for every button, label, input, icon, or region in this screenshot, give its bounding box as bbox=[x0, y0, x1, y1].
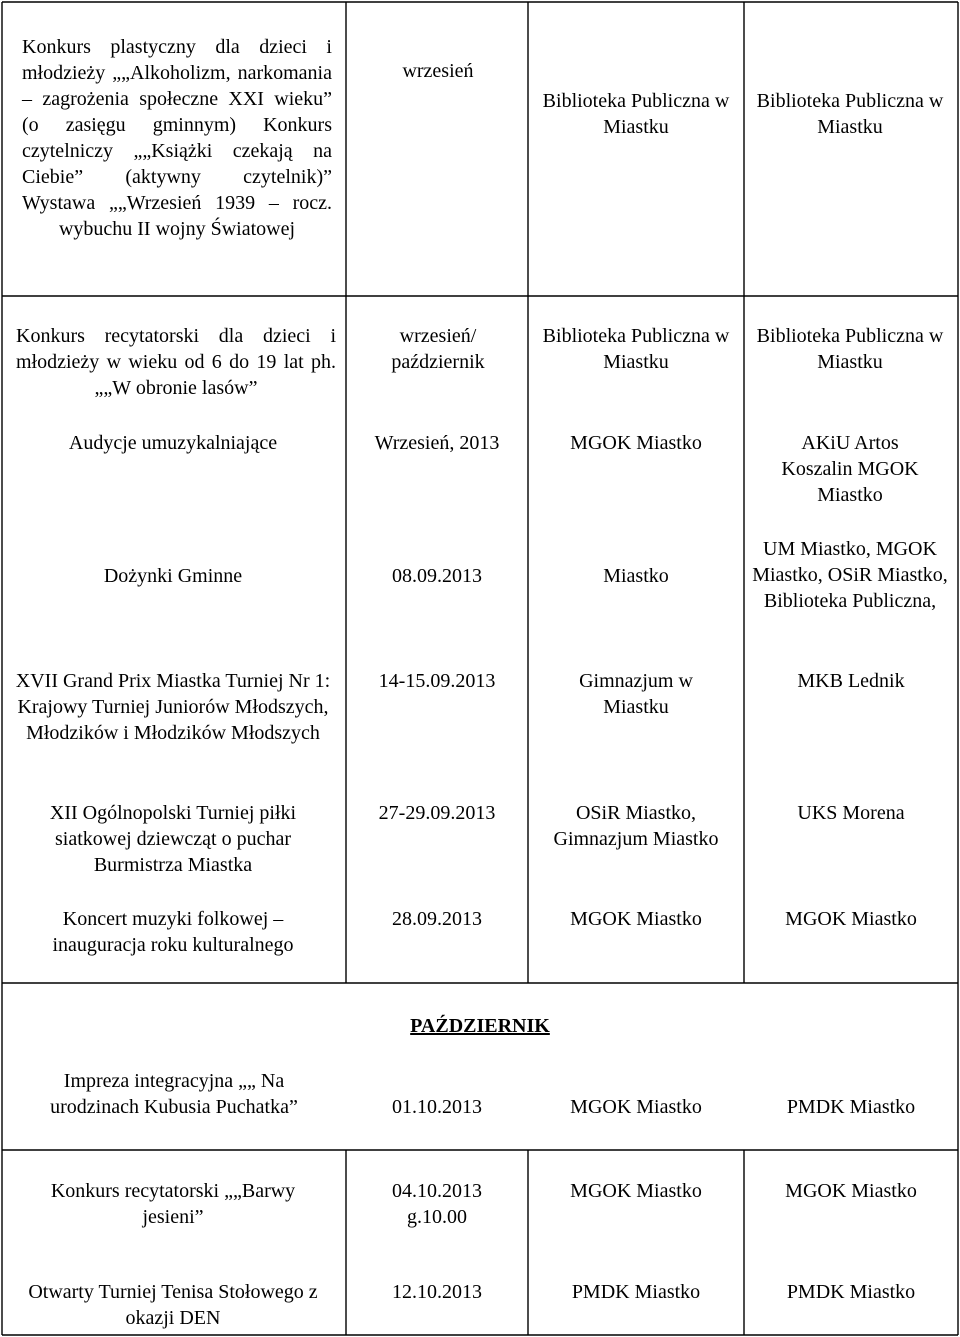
place-cell: MGOK Miastko bbox=[570, 1180, 702, 1202]
organizer-cell: MKB Lednik bbox=[797, 670, 905, 692]
place-cell: Gimnazjum w Miastku bbox=[579, 670, 693, 718]
event-cell: Konkurs recytatorski „„Barwy jesieni” bbox=[50, 1180, 296, 1228]
event-cell: Konkurs plastyczny dla dzieci i młodzieży „„Alkoholizm, narkomania – zagrożenia społeczne XXI wieku” (o zasięgu gminnym) Konkurs czytelniczy „„Książki czekają na Ciebie” (aktywny czytelnik)” Wystawa „„Wrzesień 1939 – rocz. wybuchu II wojny Światowej bbox=[22, 36, 332, 240]
date-cell: 27-29.09.2013 bbox=[378, 802, 496, 824]
date-cell: 01.10.2013 bbox=[392, 1096, 482, 1118]
date-cell: 08.09.2013 bbox=[392, 565, 482, 587]
place-cell: MGOK Miastko bbox=[570, 432, 702, 454]
organizer-cell: PMDK Miastko bbox=[786, 1096, 916, 1118]
date-cell: 12.10.2013 bbox=[392, 1281, 482, 1303]
place-cell: OSiR Miastko, Gimnazjum Miastko bbox=[553, 802, 719, 850]
event-cell: Dożynki Gminne bbox=[103, 565, 243, 587]
place-cell: PMDK Miastko bbox=[571, 1281, 701, 1303]
place-cell: MGOK Miastko bbox=[570, 908, 702, 930]
date-cell: 14-15.09.2013 bbox=[378, 670, 496, 692]
event-cell: Impreza integracyjna „„ Na urodzinach Kubusia Puchatka” bbox=[50, 1070, 298, 1118]
event-cell: Koncert muzyki folkowej – inauguracja roku kulturalnego bbox=[52, 908, 294, 956]
organizer-cell: UM Miastko, MGOK Miastko, OSiR Miastko, Biblioteka Publiczna, bbox=[752, 538, 948, 612]
place-cell: Miastko bbox=[603, 565, 669, 587]
place-cell: MGOK Miastko bbox=[570, 1096, 702, 1118]
date-cell: wrzesień bbox=[402, 60, 474, 82]
event-cell: Audycje umuzykalniające bbox=[68, 432, 278, 454]
organizer-cell: UKS Morena bbox=[797, 802, 905, 824]
event-cell: Konkurs recytatorski dla dzieci i młodzieży w wieku od 6 do 19 lat ph. „„W obronie lasów” bbox=[16, 325, 336, 399]
event-cell: XII Ogólnopolski Turniej piłki siatkowej dziewcząt o puchar Burmistrza Miastka bbox=[49, 802, 297, 876]
organizer-cell: Biblioteka Publiczna w Miastku bbox=[756, 90, 944, 138]
organizer-cell: MGOK Miastko bbox=[785, 1180, 917, 1202]
organizer-cell: AKiU Artos Koszalin MGOK Miastko bbox=[781, 432, 919, 506]
place-cell: Biblioteka Publiczna w Miastku bbox=[542, 325, 730, 373]
date-cell: wrzesień/ październik bbox=[391, 325, 485, 373]
organizer-cell: PMDK Miastko bbox=[786, 1281, 916, 1303]
organizer-cell: Biblioteka Publiczna w Miastku bbox=[756, 325, 944, 373]
date-cell: 28.09.2013 bbox=[392, 908, 482, 930]
organizer-cell: MGOK Miastko bbox=[785, 908, 917, 930]
event-cell: Otwarty Turniej Tenisa Stołowego z okazji DEN bbox=[28, 1281, 318, 1329]
month-heading: PAŹDZIERNIK bbox=[410, 1015, 550, 1037]
event-cell: XVII Grand Prix Miastka Turniej Nr 1: Krajowy Turniej Juniorów Młodszych, Młodzików i Młodzików Młodszych bbox=[15, 670, 331, 744]
date-cell: Wrzesień, 2013 bbox=[374, 432, 500, 454]
place-cell: Biblioteka Publiczna w Miastku bbox=[542, 90, 730, 138]
date-cell: 04.10.2013 g.10.00 bbox=[392, 1180, 482, 1228]
